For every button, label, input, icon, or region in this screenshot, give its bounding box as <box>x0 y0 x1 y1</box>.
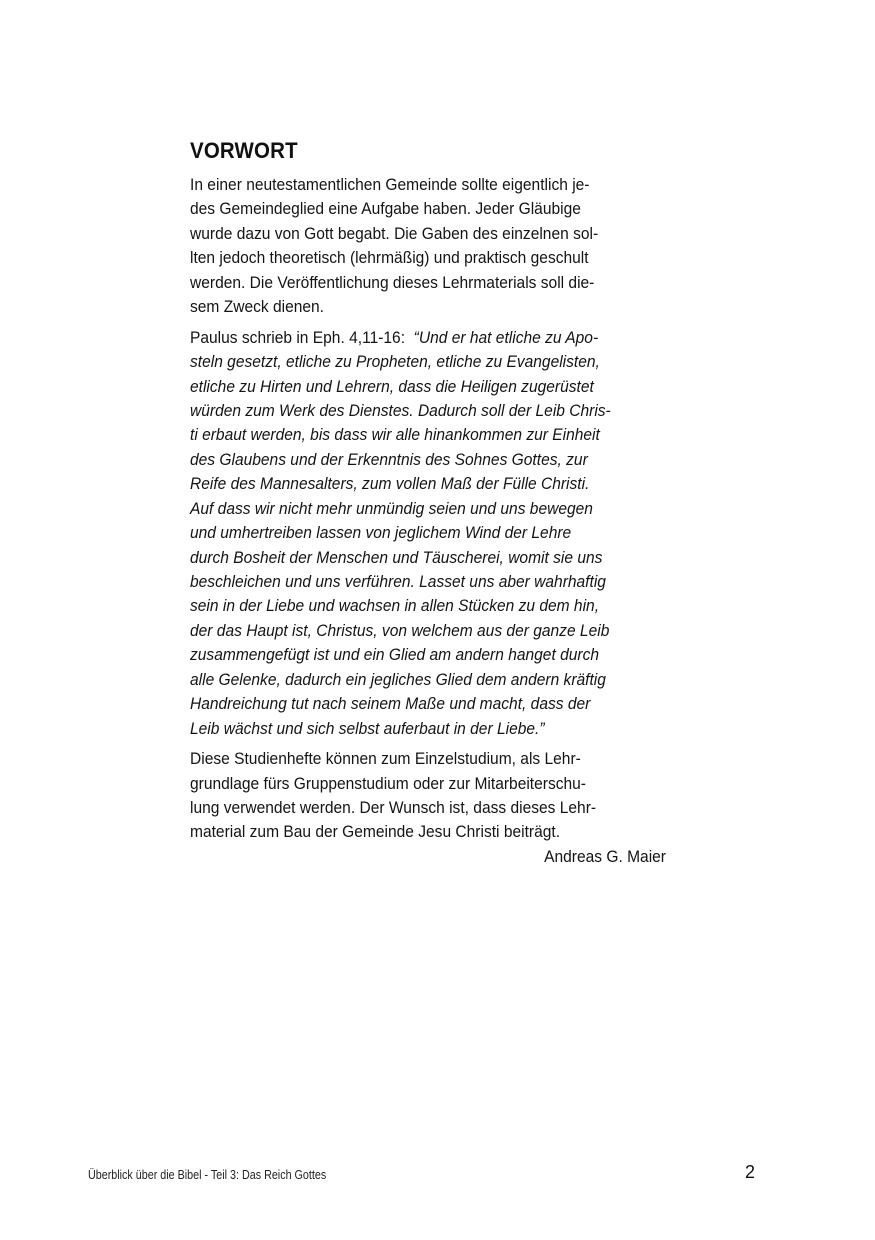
paragraph-line: des Gemeindeglied eine Aufgabe haben. Jeder Gläubige <box>190 199 581 219</box>
quote-line: etliche zu Hirten und Lehrern, dass die Heiligen zugerüstet <box>190 376 594 396</box>
paragraph-line: In einer neutestamentlichen Gemeinde sollte eigentlich je- <box>190 175 590 194</box>
quote-line: und umhertreiben lassen von jeglichem Wind der Lehre <box>190 523 572 543</box>
quote-line: Leib wächst und sich selbst auferbaut in der Liebe.” <box>190 718 545 738</box>
page-number: 2 <box>745 1162 756 1182</box>
quote-line: steln gesetzt, etliche zu Propheten, etliche zu Evangelisten, <box>190 352 600 372</box>
quote-line: Reife des Mannesalters, zum vollen Maß der Fülle Christi. <box>190 474 590 494</box>
quote-intro: Paulus schrieb in Eph. 4,11-16: <box>190 327 406 347</box>
quote-line: alle Gelenke, dadurch ein jegliches Glied dem andern kräftig <box>190 669 606 689</box>
paragraph-line: werden. Die Veröffentlichung dieses Lehrmaterials soll die- <box>190 272 595 292</box>
page-title: VORWORT <box>190 138 298 163</box>
quote-line: Auf dass wir nicht mehr unmündig seien und uns bewegen <box>190 498 593 518</box>
paragraph-line: wurde dazu von Gott begabt. Die Gaben des einzelnen sol- <box>190 223 599 243</box>
paragraph-line: material zum Bau der Gemeinde Jesu Christi beiträgt. <box>190 822 561 842</box>
quote-start: “Und er hat etliche zu Apo- <box>413 327 599 347</box>
body-text <box>190 173 670 869</box>
quote-line: würden zum Werk des Dienstes. Dadurch soll der Leib Chris- <box>190 400 611 420</box>
quote-line: des Glaubens und der Erkenntnis des Sohnes Gottes, zur <box>190 449 588 469</box>
quote-line: durch Bosheit der Menschen und Täuscherei, womit sie uns <box>190 547 603 567</box>
quote-line: beschleichen und uns verführen. Lasset uns aber wahrhaftig <box>190 572 606 591</box>
quote-line: zusammengefügt ist und ein Glied am andern hanget durch <box>190 645 600 665</box>
paragraph-line: Diese Studienhefte können zum Einzelstudium, als Lehr- <box>190 749 581 769</box>
signature: Andreas G. Maier <box>544 846 666 866</box>
quote-line: Handreichung tut nach seinem Maße und macht, dass der <box>190 694 591 714</box>
footer-title: Überblick über die Bibel - Teil 3: Das Reich Gottes <box>88 1168 327 1182</box>
quote-line: ti erbaut werden, bis dass wir alle hinankommen zur Einheit <box>190 425 600 445</box>
paragraph-line: sem Zweck dienen. <box>190 297 325 317</box>
quote-line: der das Haupt ist, Christus, von welchem aus der ganze Leib <box>190 620 610 640</box>
quote-intro-line <box>190 326 629 350</box>
quote-line: sein in der Liebe und wachsen in allen Stücken zu dem hin, <box>190 596 600 616</box>
paragraph-line: lten jedoch theoretisch (lehrmäßig) und praktisch geschult <box>190 248 589 268</box>
paragraph-line: lung verwendet werden. Der Wunsch ist, dass dieses Lehr- <box>190 797 597 817</box>
paragraph-line: grundlage fürs Gruppenstudium oder zur Mitarbeiterschu- <box>190 773 586 793</box>
